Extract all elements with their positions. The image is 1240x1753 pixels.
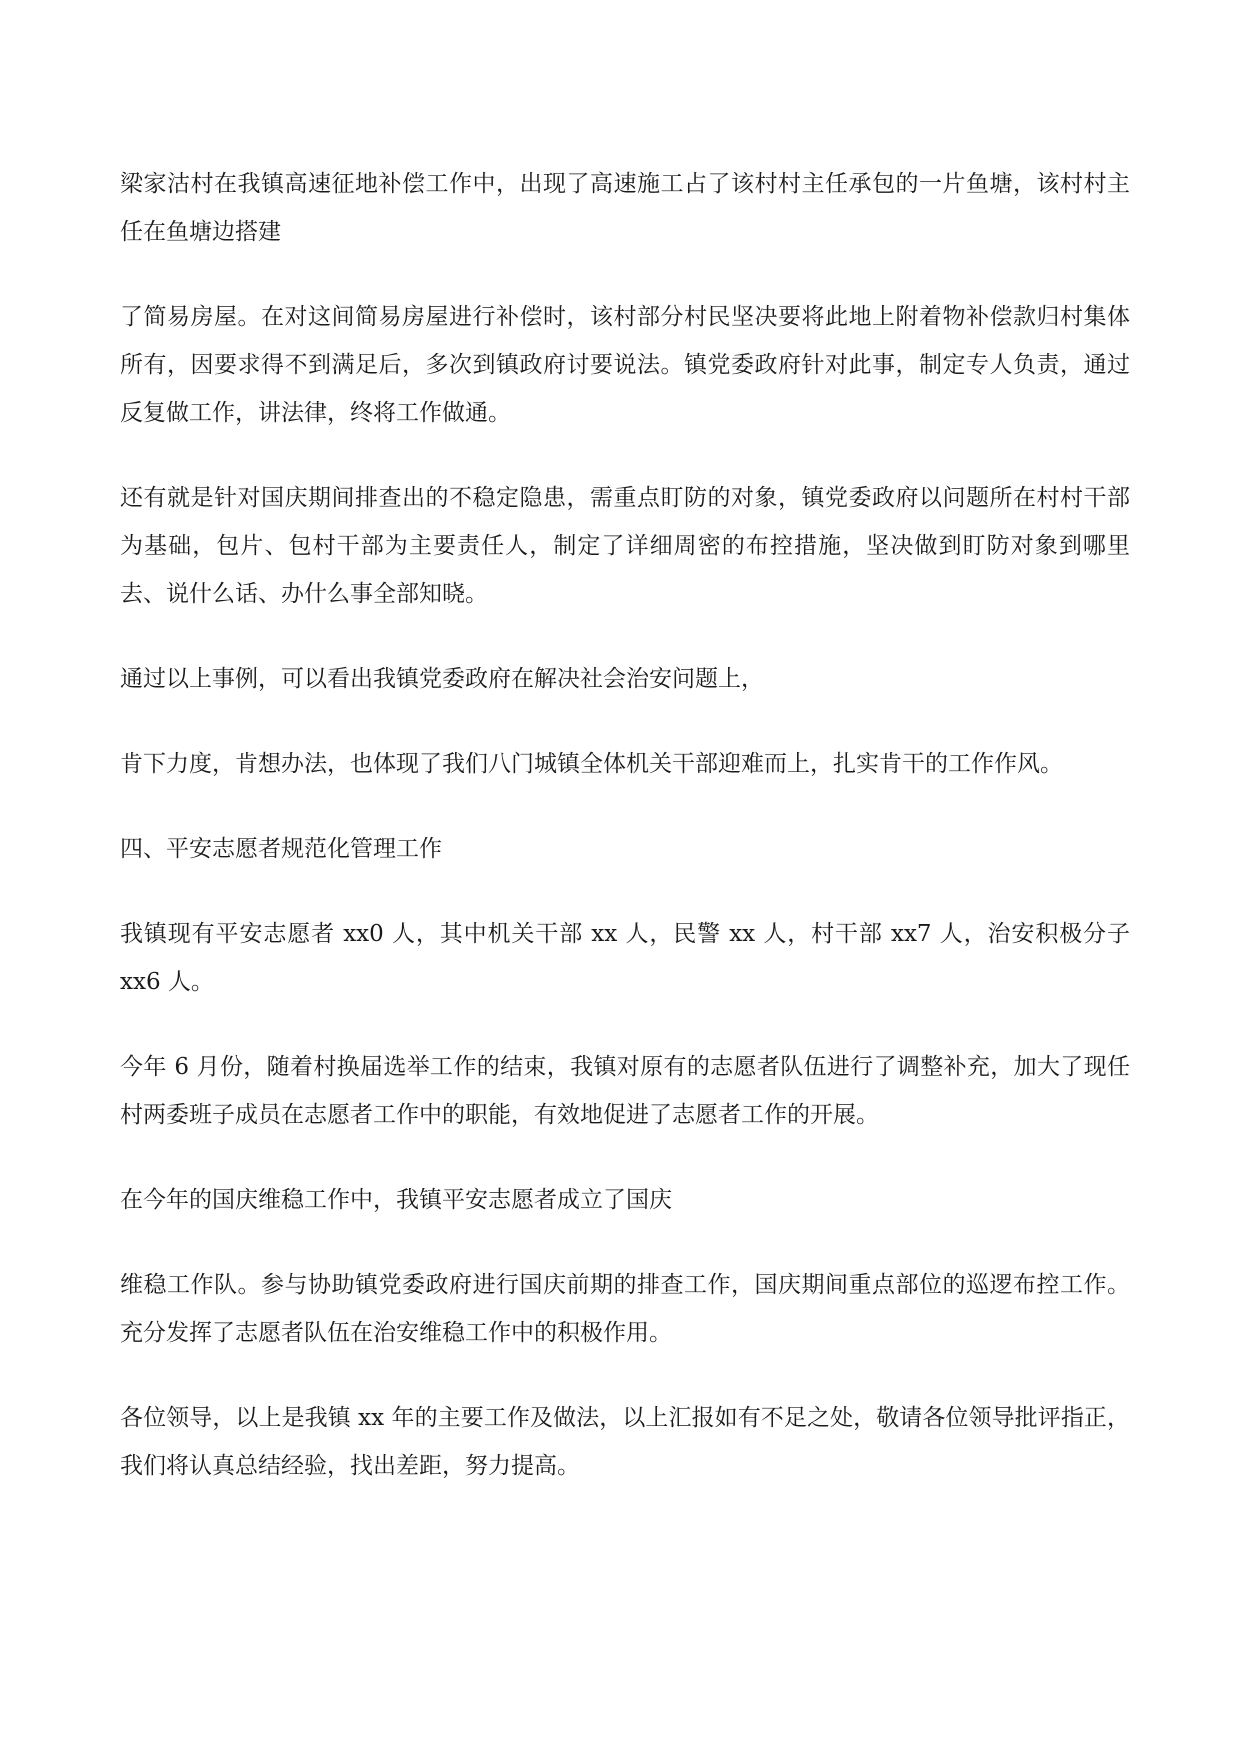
paragraph-8: 今年 6 月份，随着村换届选举工作的结束，我镇对原有的志愿者队伍进行了调整补充，加大了现任村两委班子成员在志愿者工作中的职能，有效地促进了志愿者工作的开展。	[120, 1054, 1130, 1128]
paragraph-2: 了简易房屋。在对这间简易房屋进行补偿时，该村部分村民坚决要将此地上附着物补偿款归村集体所有，因要求得不到满足后，多次到镇政府讨要说法。镇党委政府针对此事，制定专人负责，通过反复做工作，讲法律，终将工作做通。	[120, 304, 1130, 426]
paragraph-1: 梁家沽村在我镇高速征地补偿工作中，出现了高速施工占了该村村主任承包的一片鱼塘，该村村主任在鱼塘边搭建	[120, 171, 1130, 245]
paragraph-3: 还有就是针对国庆期间排查出的不稳定隐患，需重点盯防的对象，镇党委政府以问题所在村村干部为基础，包片、包村干部为主要责任人，制定了详细周密的布控措施，坚决做到盯防对象到哪里去、说什么话、办什么事全部知晓。	[120, 485, 1130, 607]
paragraph-7: 我镇现有平安志愿者 xx0 人，其中机关干部 xx 人，民警 xx 人，村干部 xx7 人，治安积极分子 xx6 人。	[120, 921, 1130, 995]
paragraph-11: 各位领导，以上是我镇 xx 年的主要工作及做法，以上汇报如有不足之处，敬请各位领导批评指正，我们将认真总结经验，找出差距，努力提高。	[120, 1405, 1130, 1479]
document-body	[120, 160, 1130, 1527]
paragraph-5: 肯下力度，肯想办法，也体现了我们八门城镇全体机关干部迎难而上，扎实肯干的工作作风。	[120, 751, 1063, 777]
paragraph-10: 维稳工作队。参与协助镇党委政府进行国庆前期的排查工作，国庆期间重点部位的巡逻布控工作。充分发挥了志愿者队伍在治安维稳工作中的积极作用。	[120, 1272, 1130, 1346]
paragraph-9: 在今年的国庆维稳工作中，我镇平安志愿者成立了国庆	[120, 1187, 672, 1213]
paragraph-4: 通过以上事例，可以看出我镇党委政府在解决社会治安问题上，	[120, 666, 764, 692]
section-heading: 四、平安志愿者规范化管理工作	[120, 836, 442, 862]
